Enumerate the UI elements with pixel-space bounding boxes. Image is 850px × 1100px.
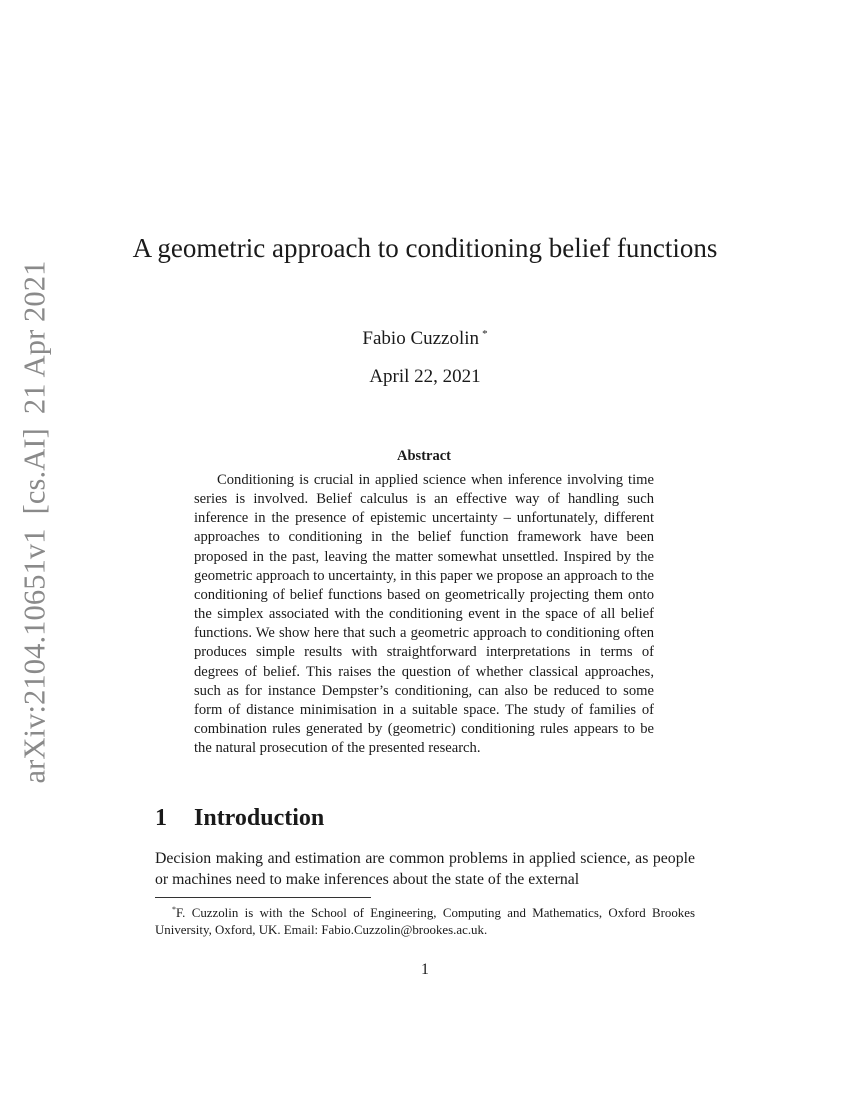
paper-date: April 22, 2021 [369, 366, 481, 387]
introduction-text: Decision making and estimation are common problems in applied science, as people or machines need to make inferences about the state of the external [155, 850, 695, 888]
footnote [155, 901, 695, 939]
section-title: Introduction [194, 805, 325, 831]
page-number: 1 [421, 961, 429, 978]
abstract-text: Conditioning is crucial in applied science when inference involving time series is involved. Belief calculus is an effective way of handling such inference in the presence of epistemic uncertainty – unfortunately, different approaches to conditioning in the belief function framework have been proposed in the past, leaving the matter somewhat unsettled. Inspired by the geometric approach to uncertainty, in this paper we propose an approach to the conditioning of belief functions based on geometrically projecting them onto the simplex associated with the conditioning event in the space of all belief functions. We show here that such a geometric approach to conditioning often produces simple results with straightforward interpretations in terms of degrees of belief. This raises the question of whether classical approaches, such as for instance Dempster’s conditioning, can also be reduced to some form of distance minimisation in a suitable space. The study of families of combination rules generated by (geometric) conditioning rules appears to be the natural prosecution of the presented research. [194, 472, 654, 757]
section-number: 1 [155, 805, 167, 831]
arxiv-date: 21 Apr 2021 [17, 260, 52, 415]
paper-title: A geometric approach to conditioning belief functions [132, 233, 718, 263]
section-heading [155, 802, 324, 834]
arxiv-identifier: arXiv:2104.10651v1 [17, 528, 52, 784]
arxiv-category: [cs.AI] [17, 428, 52, 515]
paper-author [125, 322, 725, 351]
author-footnote-mark: * [482, 328, 488, 340]
footnote-mark: * [172, 905, 176, 914]
footnote-text: F. Cuzzolin is with the School of Engineering, Computing and Mathematics, Oxford Brookes University, Oxford, UK. Email: Fabio.Cuzzolin@brookes.ac.uk. [155, 906, 695, 937]
author-name: Fabio Cuzzolin [362, 328, 480, 349]
arxiv-stamp [18, 261, 53, 784]
footnote-rule [155, 897, 371, 898]
abstract-heading: Abstract [397, 448, 451, 464]
